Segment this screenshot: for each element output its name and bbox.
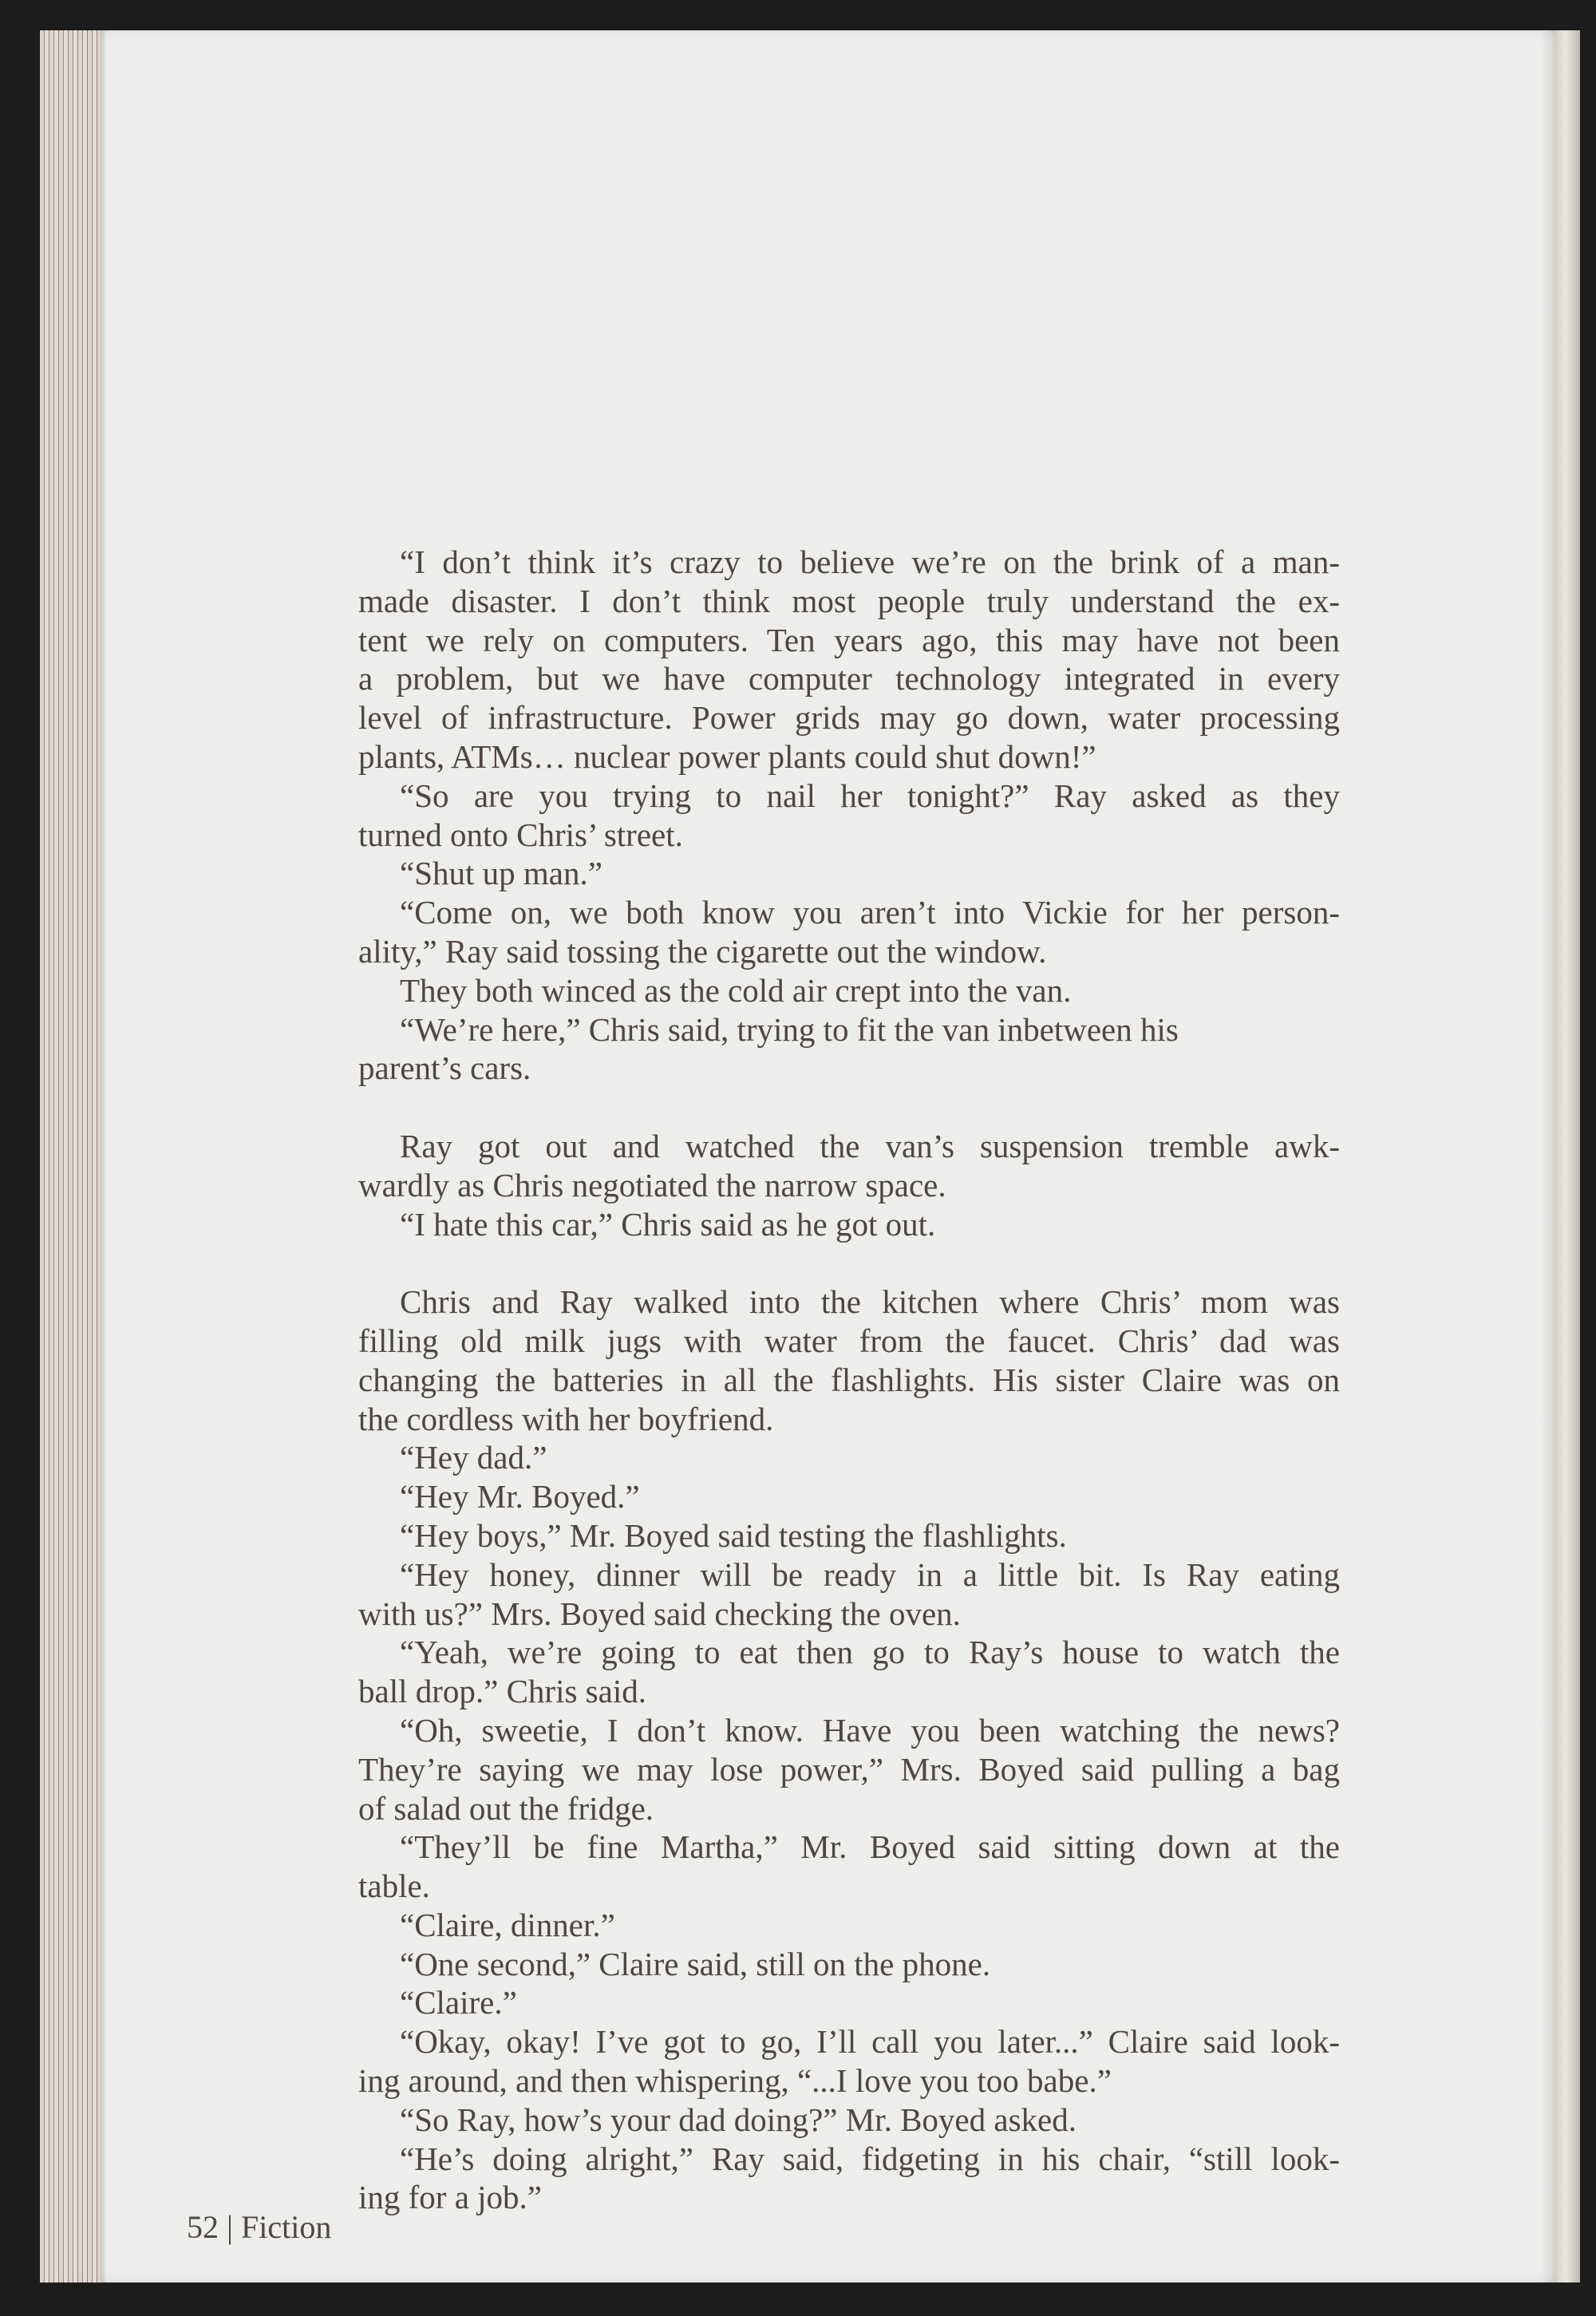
text-line: “He’s doing alright,” Ray said, fidgeting in his chair, “still look-: [400, 2140, 1340, 2177]
text-line: ing around, and then whispering, “...I love you too babe.”: [358, 2062, 1112, 2100]
page-number: 52: [187, 2209, 219, 2245]
text-line: “So Ray, how’s your dad doing?” Mr. Boyed asked.: [400, 2101, 1077, 2138]
text-line: They’re saying we may lose power,” Mrs. Boyed said pulling a bag: [358, 1750, 1340, 1788]
text-line: table.: [358, 1867, 430, 1905]
text-line: “Hey Mr. Boyed.”: [400, 1478, 640, 1516]
text-line: “Claire, dinner.”: [400, 1906, 615, 1943]
text-line: “Hey dad.”: [400, 1439, 547, 1476]
section-name: Fiction: [241, 2209, 332, 2245]
text-line: “I hate this car,” Chris said as he got out.: [400, 1205, 936, 1243]
text-line: “We’re here,” Chris said, trying to fit the van inbetween his: [400, 1010, 1179, 1048]
text-line: They both winced as the cold air crept into the van.: [400, 971, 1072, 1009]
text-line: “Hey honey, dinner will be ready in a little bit. Is Ray eating: [400, 1555, 1340, 1593]
page-edge-right: [1556, 30, 1580, 2282]
text-line: “So are you trying to nail her tonight?” Ray asked as they: [400, 777, 1340, 814]
paragraph-gap: [358, 1088, 1340, 1127]
text-line: level of infrastructure. Power grids may go down, water processing: [358, 699, 1340, 737]
text-line: “Okay, okay! I’ve got to go, I’ll call you later...” Claire said look-: [400, 2023, 1340, 2061]
text-line: “Shut up man.”: [400, 855, 602, 892]
text-line: parent’s cars.: [358, 1049, 531, 1087]
paragraph-gap: [358, 1243, 1340, 1282]
text-line: “Come on, we both know you aren’t into Vickie for her person-: [400, 894, 1340, 931]
text-line: “They’ll be fine Martha,” Mr. Boyed said sitting down at the: [400, 1828, 1340, 1866]
text-line: wardly as Chris negotiated the narrow space.: [358, 1166, 946, 1203]
text-line: ing for a job.”: [358, 2179, 542, 2216]
text-line: ality,” Ray said tossing the cigarette out the window.: [358, 932, 1047, 970]
text-line: made disaster. I don’t think most people truly understand the ex-: [358, 582, 1340, 619]
text-line: ball drop.” Chris said.: [358, 1673, 646, 1710]
text-line: tent we rely on computers. Ten years ago, this may have not been: [358, 621, 1340, 658]
text-line: plants, ATMs… nuclear power plants could shut down!”: [358, 737, 1096, 775]
text-line: filling old milk jugs with water from the faucet. Chris’ dad was: [358, 1322, 1340, 1359]
text-line: with us?” Mrs. Boyed said checking the oven.: [358, 1595, 961, 1632]
text-line: turned onto Chris’ street.: [358, 816, 683, 853]
text-line: “Claire.”: [400, 1984, 517, 2022]
body-text: [358, 543, 1340, 2217]
text-line: Chris and Ray walked into the kitchen where Chris’ mom was: [400, 1283, 1340, 1321]
text-line: changing the batteries in all the flashlights. His sister Claire was on: [358, 1361, 1340, 1398]
text-line: “One second,” Claire said, still on the phone.: [400, 1945, 991, 1982]
text-line: Ray got out and watched the van’s suspension tremble awk-: [400, 1127, 1340, 1164]
text-line: a problem, but we have computer technology integrated in every: [358, 660, 1340, 698]
text-line: “Hey boys,” Mr. Boyed said testing the flashlights.: [400, 1516, 1067, 1554]
text-line: the cordless with her boyfriend.: [358, 1400, 774, 1437]
page-edges-left: [40, 30, 101, 2282]
page-footer: [187, 2208, 331, 2246]
footer-separator: |: [227, 2209, 234, 2245]
text-line: “Yeah, we’re going to eat then go to Ray’s house to watch the: [400, 1634, 1340, 1671]
text-line: “Oh, sweetie, I don’t know. Have you been watching the news?: [400, 1711, 1340, 1749]
text-line: of salad out the fridge.: [358, 1789, 654, 1827]
text-line: “I don’t think it’s crazy to believe we’re on the brink of a man-: [400, 543, 1340, 580]
